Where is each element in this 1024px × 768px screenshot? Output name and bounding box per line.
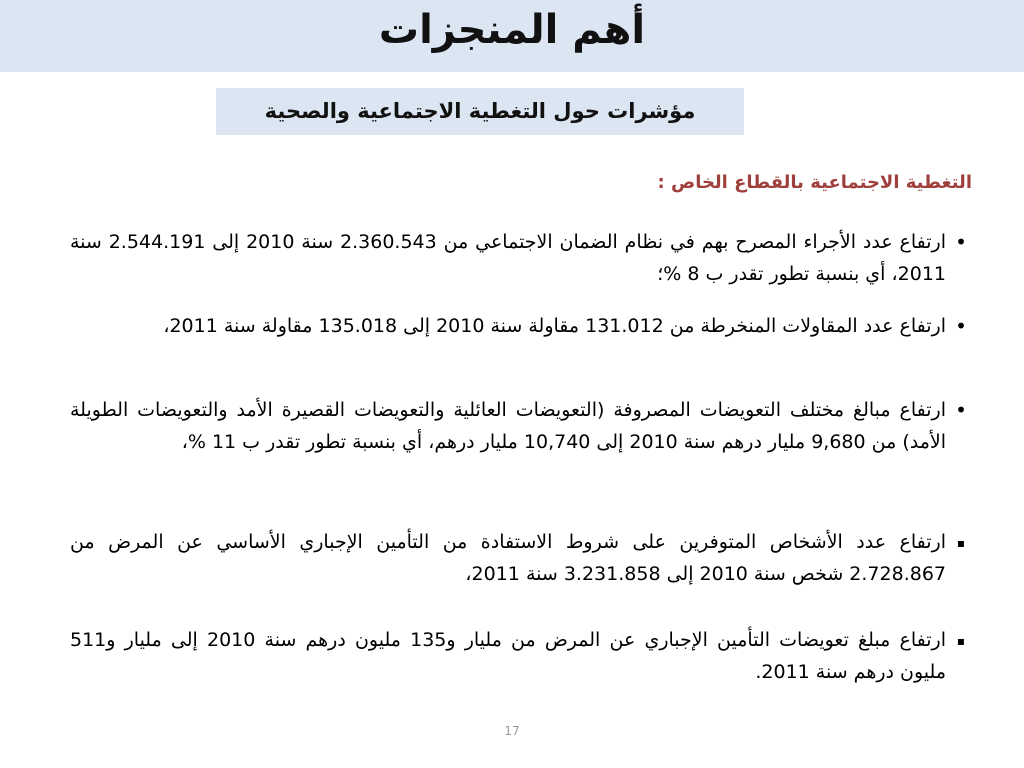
bullet-marker: • bbox=[955, 398, 967, 422]
bullet-marker: ▪ bbox=[956, 536, 966, 550]
page-number: 17 bbox=[504, 724, 520, 738]
title-band bbox=[0, 0, 1024, 72]
section-heading: التغطية الاجتماعية بالقطاع الخاص : bbox=[657, 172, 972, 193]
bullet-item bbox=[70, 310, 976, 342]
bullet-item bbox=[70, 226, 976, 290]
bullet-marker: • bbox=[955, 314, 967, 338]
bullet-item bbox=[70, 624, 976, 688]
bullet-item bbox=[70, 394, 976, 458]
bullet-item bbox=[70, 526, 976, 590]
bullet-text: ارتفاع عدد الأجراء المصرح بهم في نظام الضمان الاجتماعي من 2.360.543 سنة 2010 إلى 2.544.191 سنة 2011، أي بنسبة تطور تقدر ب 8 %؛ bbox=[70, 231, 947, 285]
bullet-marker: • bbox=[955, 230, 967, 254]
bullet-marker: ▪ bbox=[956, 634, 966, 648]
bullet-text: ارتفاع مبالغ مختلف التعويضات المصروفة (التعويضات العائلية والتعويضات القصيرة الأمد والتعويضات الطويلة الأمد) من 9,680 مليار درهم سنة 2010 إلى 10,740 مليار درهم، أي بنسبة تطور تقدر ب 11 %، bbox=[70, 399, 946, 453]
bullet-text: ارتفاع عدد المقاولات المنخرطة من 131.012 مقاولة سنة 2010 إلى 135.018 مقاولة سنة 2011، bbox=[163, 315, 946, 337]
slide-title: أهم المنجزات bbox=[378, 7, 646, 53]
bullet-text: ارتفاع عدد الأشخاص المتوفرين على شروط الاستفادة من التأمين الإجباري الأساسي عن المرض من 2.728.867 شخص سنة 2010 إلى 3.231.858 سنة 2011، bbox=[70, 531, 946, 585]
subtitle-box: مؤشرات حول التغطية الاجتماعية والصحية bbox=[216, 88, 744, 135]
bullet-text: ارتفاع مبلغ تعويضات التأمين الإجباري عن المرض من مليار و135 مليون درهم سنة 2010 إلى مليار و511 مليون درهم سنة 2011. bbox=[70, 629, 946, 683]
